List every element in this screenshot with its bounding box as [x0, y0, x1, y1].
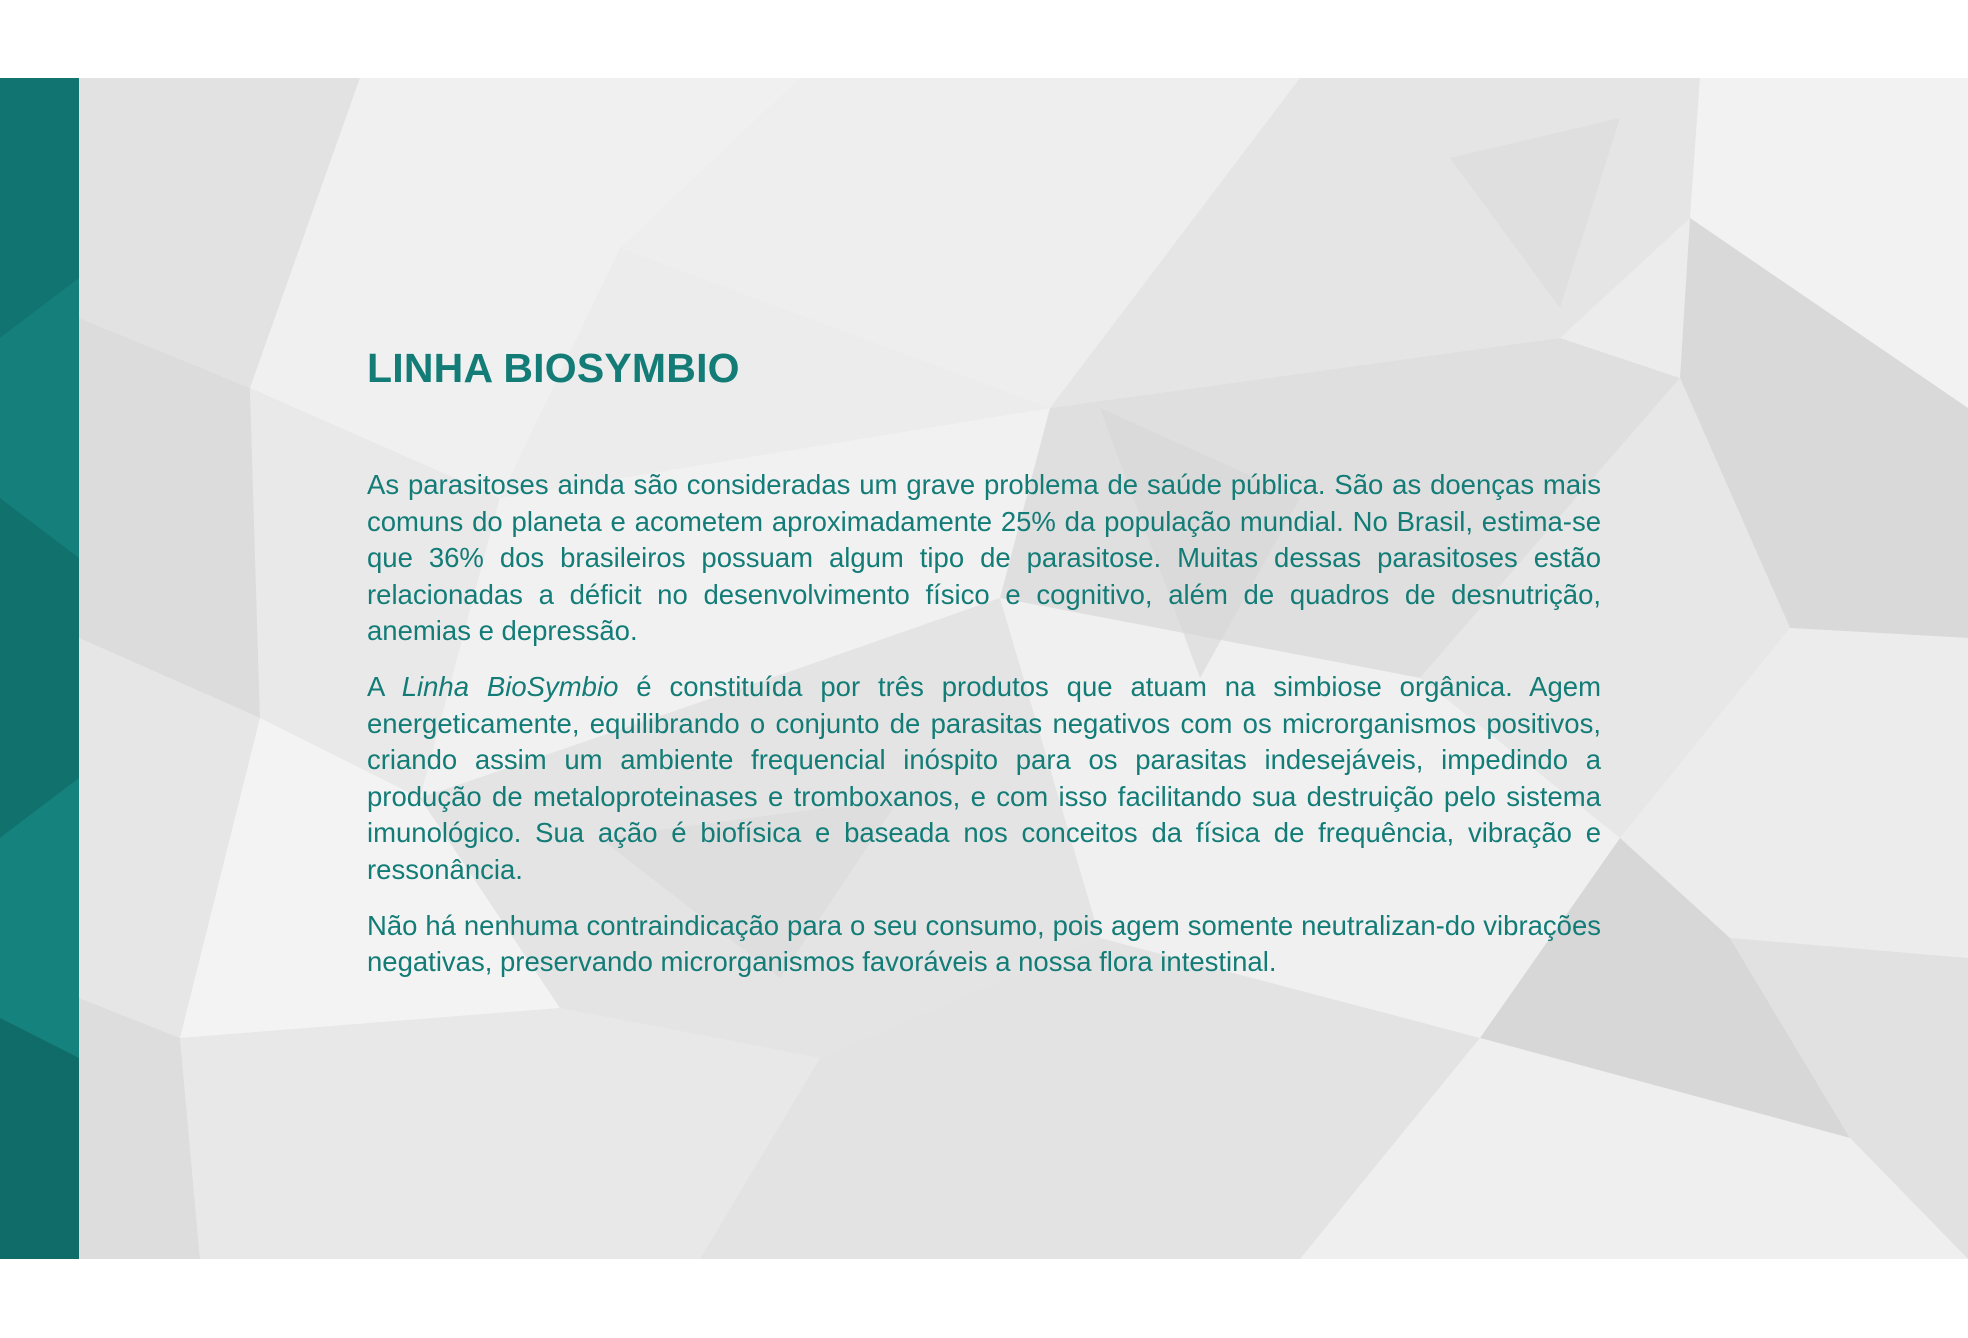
text-block: [367, 346, 1601, 1000]
paragraph-product-body: é constituída por três produtos que atuam na simbiose orgânica. Agem energeticamente, equilibrando o conjunto de parasitas negativos com os microrganismos positivos, criando assim um ambiente frequencial inóspito para os parasitas indesejáveis, impedindo a produção de metaloproteinases e tromboxanos, e com isso facilitando sua destruição pelo sistema imunológico. Sua ação é biofísica e baseada nos conceitos da física de frequência, vibração e ressonância.: [367, 671, 1602, 886]
paragraph-intro: As parasitoses ainda são consideradas um grave problema de saúde pública. São as doenças mais comuns do planeta e acometem aproximadamente 25% da população mundial. No Brasil, estima-se que 36% dos brasileiros possuam algum tipo de parasitose. Muitas dessas parasitoses estão relacionadas a déficit no desenvolvimento físico e cognitivo, além de quadros de desnutrição, anemias e depressão.: [367, 469, 1601, 647]
paragraph-product: [367, 669, 1601, 889]
side-bar-facets: [0, 78, 79, 1259]
content-panel: [0, 78, 1968, 1259]
product-name: Linha BioSymbio: [401, 671, 619, 703]
paragraph-safety: Não há nenhuma contraindicação para o seu consumo, pois agem somente neutralizan-do vibrações negativas, preservando microrganismos favoráveis a nossa flora intestinal.: [367, 909, 1601, 978]
section-title: LINHA BIOSYMBIO: [367, 345, 740, 391]
accent-side-bar: [0, 78, 79, 1259]
paragraph-product-prefix: A: [367, 671, 402, 703]
